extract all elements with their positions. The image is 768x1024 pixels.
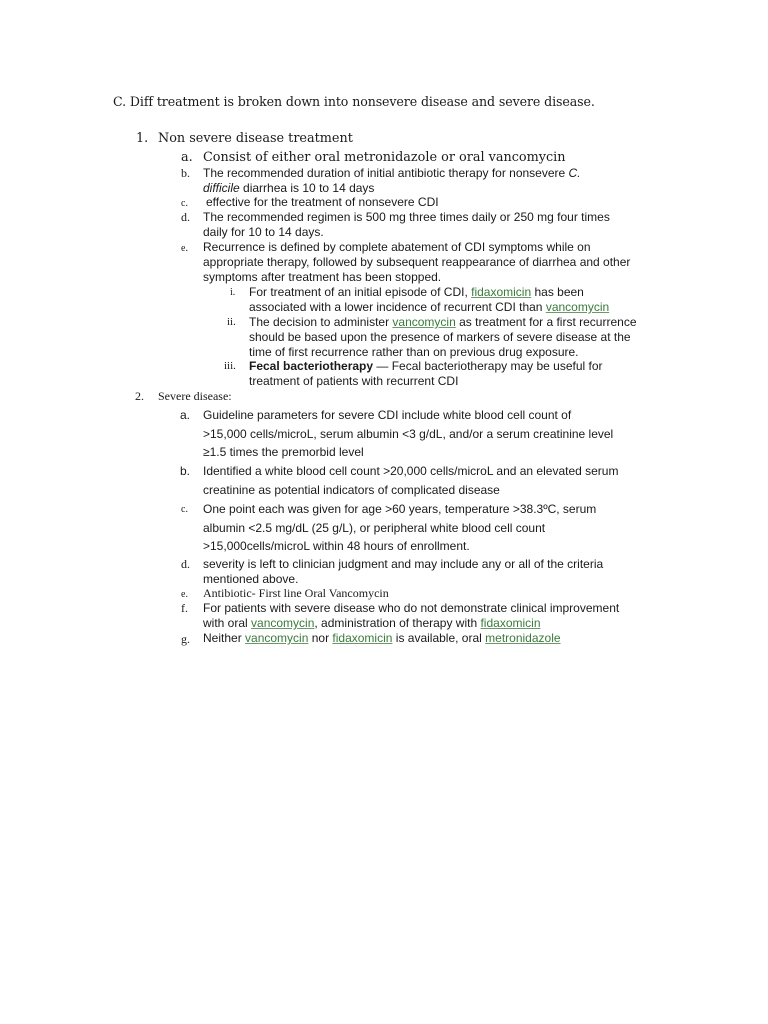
fidaxomicin-link[interactable]: fidaxomicin <box>471 285 532 299</box>
item-1e-i-line1: For treatment of an initial episode of CDI, fidaxomicin has been <box>249 285 584 299</box>
item-2d-marker: d. <box>181 557 190 571</box>
section-1-title: Non severe disease treatment <box>158 131 353 146</box>
item-1d-marker: d. <box>181 210 190 224</box>
item-1b-marker: b. <box>181 166 190 180</box>
fidaxomicin-link[interactable]: fidaxomicin <box>332 631 393 645</box>
vancomycin-link[interactable]: vancomycin <box>251 616 315 630</box>
item-2d-line2: mentioned above. <box>203 572 299 586</box>
item-1a-text: Consist of either oral metronidazole or oral vancomycin <box>203 150 566 165</box>
item-2c-line3: >15,000cells/microL within 48 hours of enrollment. <box>203 539 470 553</box>
metronidazole-link[interactable]: metronidazole <box>485 631 561 645</box>
section-1-marker: 1. <box>136 131 149 146</box>
item-2g-marker: g. <box>181 632 190 646</box>
item-1e-iii-line1: Fecal bacteriotherapy — Fecal bacteriotherapy may be useful for <box>249 359 603 373</box>
item-2a-line1: Guideline parameters for severe CDI include white blood cell count of <box>203 408 572 422</box>
item-1a-marker: a. <box>181 150 193 165</box>
item-2c-marker: c. <box>181 504 188 515</box>
item-1e-ii-line3: time of first recurrence rather than on previous drug exposure. <box>249 345 579 359</box>
vancomycin-link[interactable]: vancomycin <box>545 300 610 314</box>
item-1e-iii-line2: treatment of patients with recurrent CDI <box>249 374 459 388</box>
item-2a-marker: a. <box>180 408 191 422</box>
item-2a-line3: ≥1.5 times the premorbid level <box>203 445 364 459</box>
item-1e-line3: symptoms after treatment has been stopped. <box>203 270 442 284</box>
item-1e-ii-marker: ii. <box>227 316 236 328</box>
item-2a-line2: >15,000 cells/microL, serum albumin <3 g/dL, and/or a serum creatinine level <box>203 426 614 441</box>
item-1b-line1: The recommended duration of initial antibiotic therapy for nonsevere C. <box>203 166 581 180</box>
item-2f-line2: with oral vancomycin, administration of therapy with fidaxomicin <box>203 616 541 630</box>
item-1e-ii-line1: The decision to administer vancomycin as treatment for a first recurrence <box>249 315 637 329</box>
item-2c-line1: One point each was given for age >60 years, temperature >38.3ºC, serum <box>203 502 597 516</box>
item-2g-text: Neither vancomycin nor fidaxomicin is available, oral metronidazole <box>203 631 561 645</box>
vancomycin-link[interactable]: vancomycin <box>245 631 309 645</box>
item-2b-line1: Identified a white blood cell count >20,000 cells/microL and an elevated serum <box>203 464 619 478</box>
item-1e-ii-line2: should be based upon the presence of markers of severe disease at the <box>249 330 631 344</box>
item-1c-marker: c. <box>181 198 188 209</box>
document-heading: C. Diff treatment is broken down into nonsevere disease and severe disease. <box>113 94 595 109</box>
item-1d-line1: The recommended regimen is 500 mg three times daily or 250 mg four times <box>203 210 610 224</box>
item-1d-line2: daily for 10 to 14 days. <box>203 225 324 239</box>
item-1e-line2: appropriate therapy, followed by subsequent reappearance of diarrhea and other <box>203 255 631 269</box>
item-1e-iii-marker: iii. <box>224 360 236 372</box>
vancomycin-link[interactable]: vancomycin <box>392 315 456 329</box>
item-2f-marker: f. <box>181 601 188 615</box>
item-2b-marker: b. <box>180 464 191 478</box>
item-2d-line1: severity is left to clinician judgment and may include any or all of the criteria <box>203 557 604 571</box>
section-2-title: Severe disease: <box>158 389 232 403</box>
item-1e-i-line2: associated with a lower incidence of recurrent CDI than vancomycin <box>249 300 610 314</box>
item-2e-marker: e. <box>181 589 188 600</box>
item-2e-text: Antibiotic- First line Oral Vancomycin <box>203 586 389 600</box>
item-1b-line2: difficile diarrhea is 10 to 14 days <box>203 181 375 195</box>
item-2f-line1: For patients with severe disease who do not demonstrate clinical improvement <box>203 601 620 615</box>
item-1e-i-marker: i. <box>230 287 236 298</box>
item-1e-marker: e. <box>181 243 188 254</box>
item-1e-line1: Recurrence is defined by complete abatement of CDI symptoms while on <box>203 240 591 254</box>
section-2-marker: 2. <box>135 389 144 403</box>
fidaxomicin-link[interactable]: fidaxomicin <box>480 616 541 630</box>
item-2c-line2: albumin <2.5 mg/dL (25 g/L), or peripheral white blood cell count <box>203 520 546 535</box>
item-1c-text: effective for the treatment of nonsevere CDI <box>206 195 439 209</box>
item-2b-line2: creatinine as potential indicators of complicated disease <box>203 482 500 497</box>
